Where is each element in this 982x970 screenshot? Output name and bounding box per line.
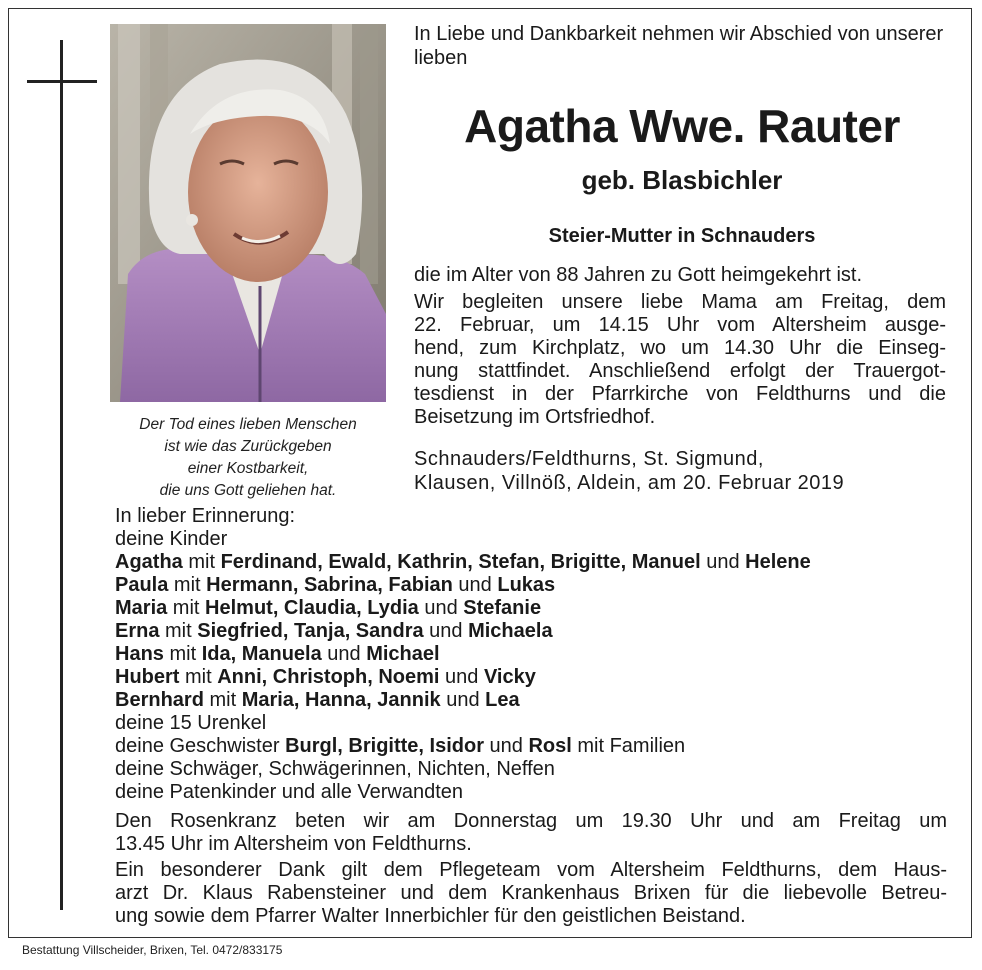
child-name: Maria <box>115 597 168 619</box>
thanks-line: ung sowie dem Pfarrer Walter Innerbichler für den geistlichen Beistand. <box>115 905 746 927</box>
quote-line: die uns Gott geliehen hat. <box>159 482 337 499</box>
child-name: Agatha <box>115 551 183 573</box>
thanks-paragraph <box>115 859 947 928</box>
child-family: Ida, Manuela <box>201 643 322 665</box>
maiden-name: geb. Blasbichler <box>581 165 783 195</box>
siblings-row <box>115 735 955 758</box>
age-line: die im Alter von 88 Jahren zu Gott heimgekehrt ist. <box>414 264 862 286</box>
connector: und <box>440 689 486 711</box>
funeral-line: Beisetzung im Ortsfriedhof. <box>414 406 656 428</box>
child-family-last: Vicky <box>483 666 536 688</box>
family-list <box>115 505 955 804</box>
quote-line: ist wie das Zurückgeben <box>164 438 332 455</box>
place-date <box>414 447 944 495</box>
remembrance-label: In lieber Erinnerung: <box>115 505 296 527</box>
child-family: Hermann, Sabrina, Fabian <box>206 574 453 596</box>
intro-text: In Liebe und Dankbarkeit nehmen wir Abschied von unserer lieben <box>414 23 944 69</box>
funeral-line: hend, zum Kirchplatz, wo um 14.30 Uhr die Einseg- <box>414 337 946 359</box>
connector: und <box>439 666 484 688</box>
child-family-last: Michaela <box>468 620 553 642</box>
siblings-prefix: deine Geschwister <box>115 735 286 757</box>
deceased-name: Agatha Wwe. Rauter <box>464 100 900 152</box>
great-grandchildren: deine 15 Urenkel <box>115 712 267 734</box>
child-family-last: Lea <box>485 689 520 711</box>
inlaws-row: deine Schwäger, Schwägerinnen, Nichten, Neffen <box>115 758 555 780</box>
connector: und <box>423 620 469 642</box>
connector: mit <box>163 643 202 665</box>
portrait-photo <box>110 24 386 402</box>
connector: und <box>321 643 367 665</box>
connector: mit <box>159 620 198 642</box>
funeral-home-footer: Bestattung Villscheider, Brixen, Tel. 0472/833175 <box>22 943 283 957</box>
connector: mit <box>168 574 207 596</box>
connector: und <box>700 551 746 573</box>
quote-line: Der Tod eines lieben Menschen <box>139 416 357 433</box>
child-family-last: Lukas <box>497 574 556 596</box>
funeral-line: tesdienst in der Pfarrkirche von Feldthurns und die <box>414 383 946 405</box>
connector: und <box>483 735 529 757</box>
thanks-line: arzt Dr. Klaus Rabensteiner und dem Krankenhaus Brixen für die liebevolle Betreu- <box>115 882 947 904</box>
child-row <box>115 551 955 574</box>
connector: und <box>418 597 464 619</box>
funeral-paragraph <box>414 291 946 429</box>
child-row <box>115 689 955 712</box>
place-line: Klausen, Villnöß, Aldein, am 20. Februar 2019 <box>414 472 845 494</box>
child-row <box>115 666 955 689</box>
child-name: Hubert <box>115 666 180 688</box>
rosary-paragraph <box>115 810 947 856</box>
thanks-line: Ein besonderer Dank gilt dem Pflegeteam vom Altersheim Feldthurns, dem Haus- <box>115 859 947 881</box>
child-family: Siegfried, Tanja, Sandra <box>197 620 424 642</box>
funeral-line: 22. Februar, um 14.15 Uhr vom Altersheim ausge- <box>414 314 946 336</box>
child-row <box>115 643 955 666</box>
child-name: Paula <box>115 574 169 596</box>
connector: mit <box>167 597 206 619</box>
child-family: Helmut, Claudia, Lydia <box>205 597 419 619</box>
child-name: Bernhard <box>115 689 204 711</box>
connector: und <box>452 574 498 596</box>
connector: mit <box>182 551 221 573</box>
siblings-suffix: mit Familien <box>571 735 686 757</box>
child-family-last: Stefanie <box>463 597 542 619</box>
place-line: Schnauders/Feldthurns, St. Sigmund, <box>414 448 764 470</box>
deceased-title: Steier-Mutter in Schnauders <box>548 225 816 247</box>
memorial-quote <box>108 414 388 502</box>
quote-line: einer Kostbarkeit, <box>187 460 309 477</box>
child-family-last: Michael <box>366 643 440 665</box>
funeral-line: Wir begleiten unsere liebe Mama am Freitag, dem <box>414 291 946 313</box>
connector: mit <box>203 689 242 711</box>
siblings-last: Rosl <box>528 735 572 757</box>
siblings-list: Burgl, Brigitte, Isidor <box>285 735 484 757</box>
child-family: Anni, Christoph, Noemi <box>217 666 440 688</box>
cross-icon <box>60 40 63 910</box>
rosary-line: 13.45 Uhr im Altersheim von Feldthurns. <box>115 833 472 855</box>
child-family-last: Helene <box>745 551 811 573</box>
rosary-line: Den Rosenkranz beten wir am Donnerstag um 19.30 Uhr und am Freitag um <box>115 810 947 832</box>
child-row <box>115 574 955 597</box>
child-name: Hans <box>115 643 164 665</box>
child-row <box>115 620 955 643</box>
funeral-line: nung stattfindet. Anschließend erfolgt der Trauergot- <box>414 360 946 382</box>
child-family: Maria, Hanna, Jannik <box>241 689 441 711</box>
child-name: Erna <box>115 620 160 642</box>
children-label: deine Kinder <box>115 528 228 550</box>
child-row <box>115 597 955 620</box>
child-family: Ferdinand, Ewald, Kathrin, Stefan, Brigitte, Manuel <box>220 551 701 573</box>
cross-icon-bar <box>27 80 97 83</box>
connector: mit <box>179 666 218 688</box>
godchildren-row: deine Patenkinder und alle Verwandten <box>115 781 464 803</box>
